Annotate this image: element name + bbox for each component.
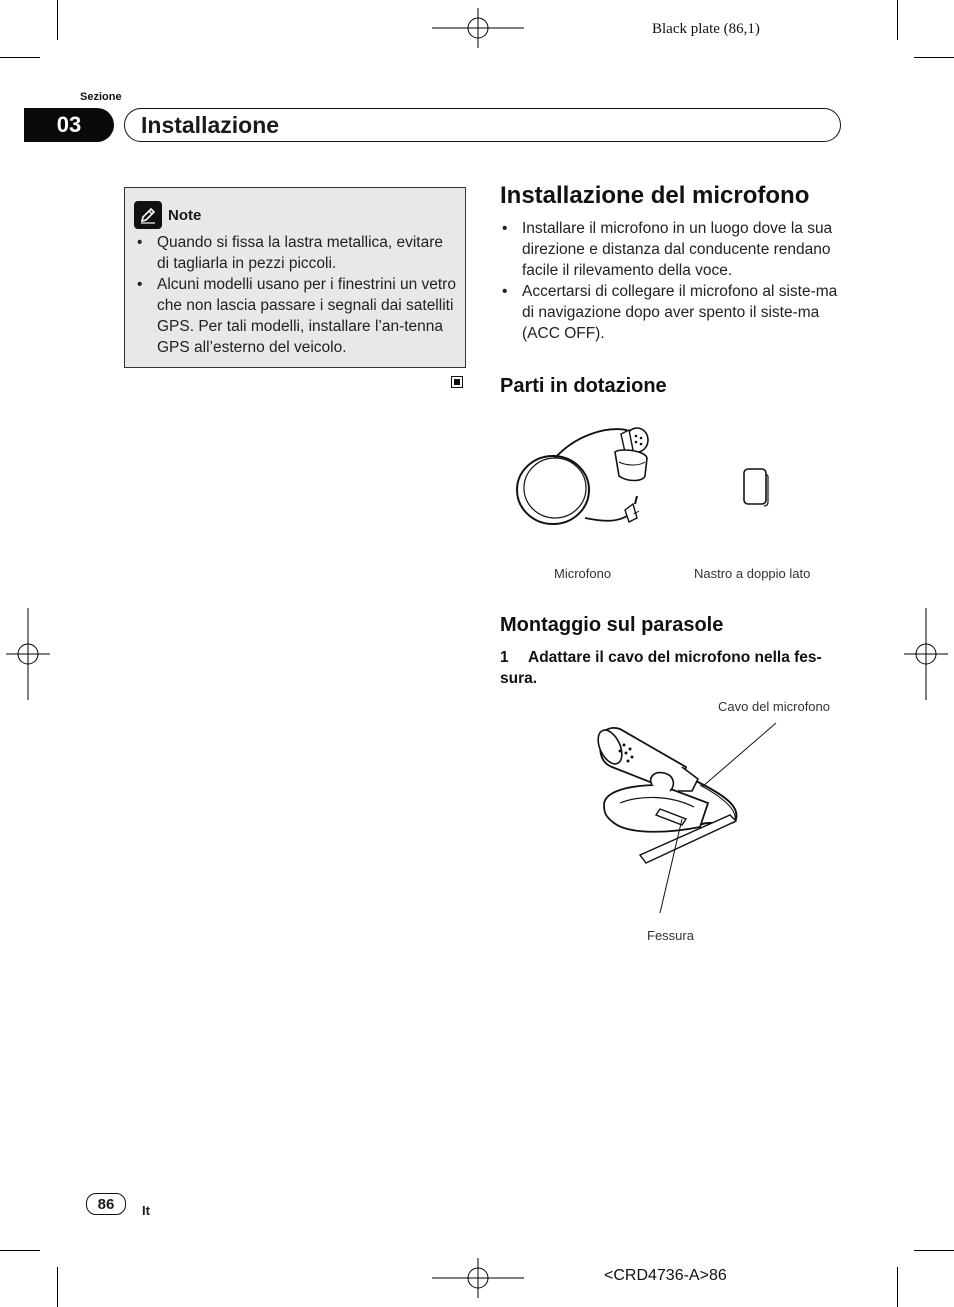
crop-mark: [914, 57, 954, 58]
microphone-icon: [515, 418, 655, 530]
part-caption-tape: Nastro a doppio lato: [694, 566, 811, 581]
crop-mark: [57, 1267, 58, 1307]
registration-mark-icon: [904, 608, 948, 700]
end-mark-icon: [451, 376, 463, 388]
step-text: Adattare il cavo del microfono nella fes-sura.: [500, 649, 822, 687]
plate-label: Black plate (86,1): [652, 21, 760, 37]
parts-heading: Parti in dotazione: [500, 375, 667, 397]
step-instruction: [500, 647, 842, 689]
note-title: Note: [168, 206, 202, 224]
microphone-clip-diagram: [590, 715, 790, 915]
mount-heading: Montaggio sul parasole: [500, 614, 724, 636]
language-label: It: [142, 1203, 150, 1218]
page-title: Installazione del microfono: [500, 182, 810, 209]
registration-mark-icon: [432, 8, 524, 48]
section-caption: Sezione: [80, 91, 122, 103]
note-list: [135, 232, 457, 358]
section-number: 03: [24, 108, 114, 142]
callout-cable-label: Cavo del microfono: [718, 699, 830, 714]
list-item: • Accertarsi di collegare il microfono al siste-ma di navigazione dopo aver spento il siste-ma (ACC OFF).: [500, 281, 842, 344]
crop-mark: [0, 57, 40, 58]
pencil-note-icon: [134, 201, 162, 229]
crop-mark: [914, 1250, 954, 1251]
double-sided-tape-icon: [740, 466, 770, 508]
crop-mark: [57, 0, 58, 40]
section-title: Installazione: [124, 108, 841, 142]
note-box: [124, 187, 466, 368]
page-number: 86: [86, 1193, 126, 1215]
list-item: • Alcuni modelli usano per i finestrini un vetro che non lascia passare i segnali dai satelliti GPS. Per tali modelli, installare l’an-tenna GPS all’esterno del veicolo.: [135, 274, 457, 358]
registration-mark-icon: [432, 1258, 524, 1298]
main-bullet-list: [500, 218, 842, 344]
list-item: • Quando si fissa la lastra metallica, evitare di tagliarla in pezzi piccoli.: [135, 232, 457, 274]
list-item: • Installare il microfono in un luogo dove la sua direzione e distanza dal conducente rendano facile il rilevamento della voce.: [500, 218, 842, 281]
crop-mark: [0, 1250, 40, 1251]
crop-mark: [897, 0, 898, 40]
step-number: 1: [500, 649, 509, 666]
note-header: [134, 201, 201, 229]
part-caption-microphone: Microfono: [554, 566, 612, 581]
registration-mark-icon: [6, 608, 50, 700]
crop-mark: [897, 1267, 898, 1307]
document-code: <CRD4736-A>86: [604, 1267, 727, 1284]
callout-slot-label: Fessura: [647, 928, 694, 943]
